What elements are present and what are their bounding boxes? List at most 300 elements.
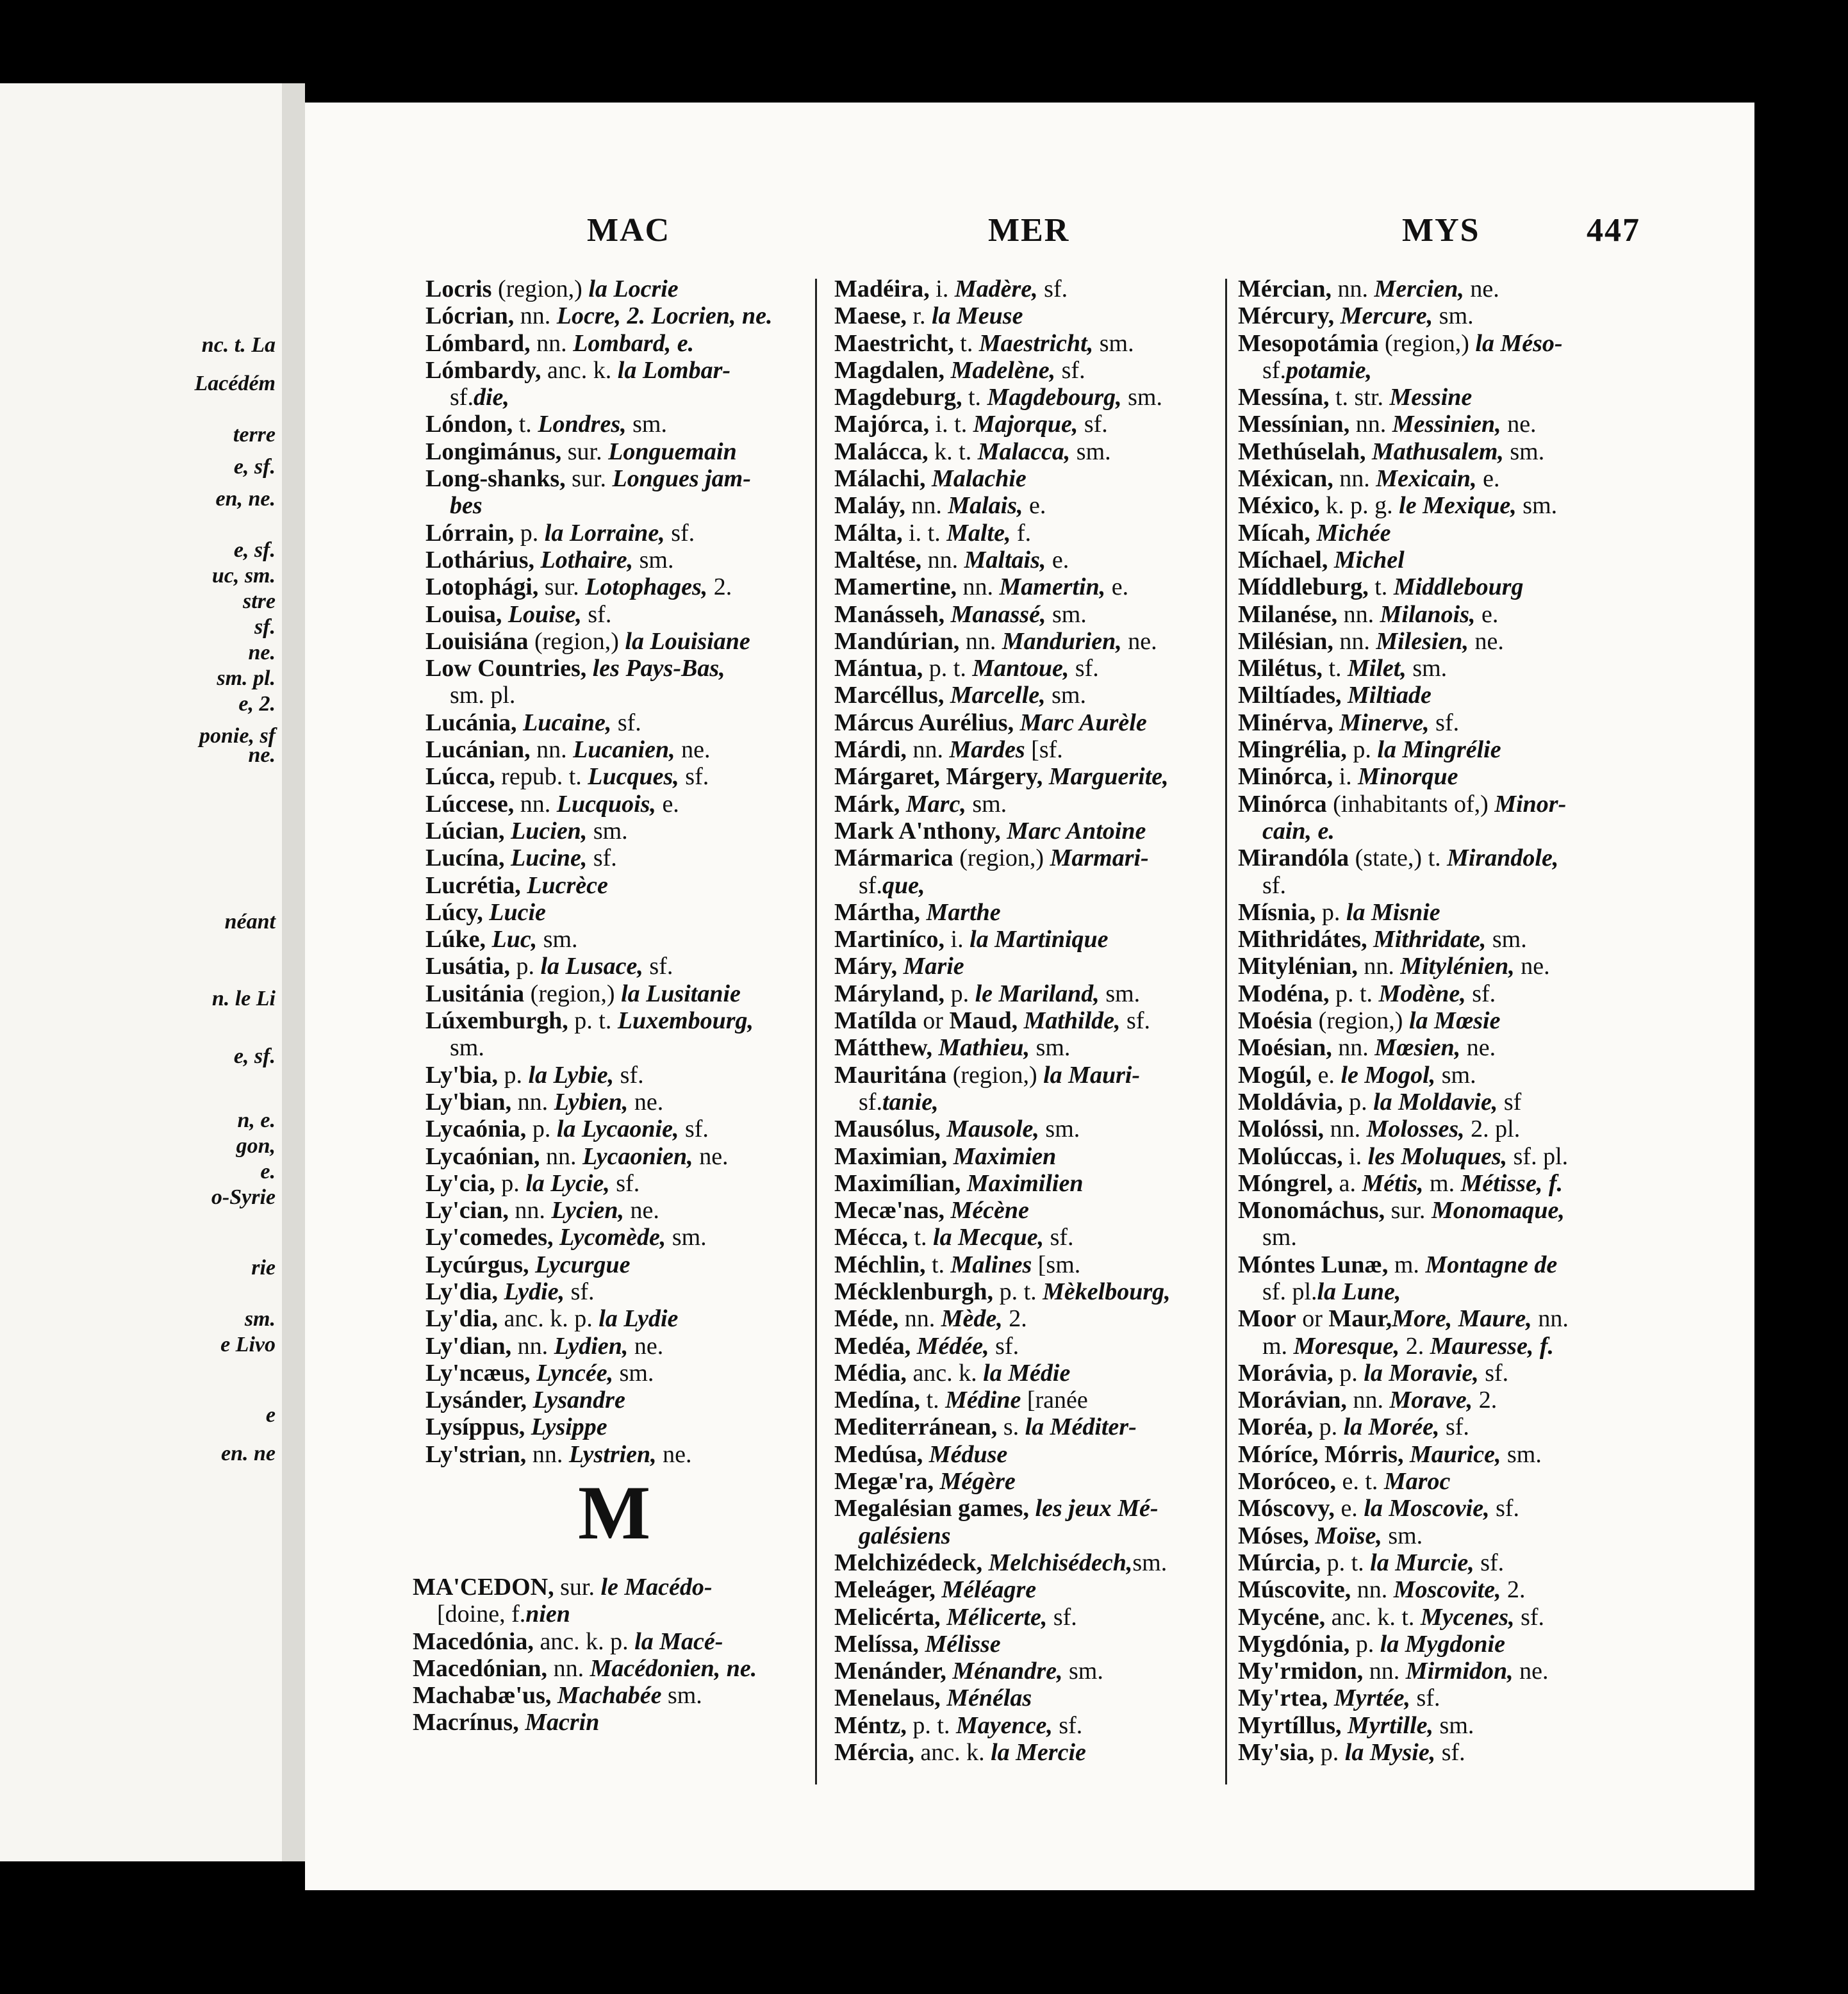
- dictionary-entry: [1238, 872, 1569, 899]
- grammar-note: sm.: [613, 1359, 654, 1387]
- french-equivalent: Morave,: [1389, 1387, 1473, 1414]
- headword: Lúcian,: [425, 817, 505, 845]
- headword: Ly'cian,: [425, 1197, 509, 1224]
- grammar-note: p.: [1346, 736, 1378, 764]
- grammar-note: sur.: [565, 465, 613, 493]
- grammar-note: [498, 1278, 504, 1305]
- grammar-note: nn.: [530, 329, 573, 357]
- headword: Longimánus,: [425, 438, 562, 465]
- french-equivalent: Milet,: [1348, 655, 1407, 682]
- headword: Mécca,: [834, 1224, 908, 1251]
- dictionary-entry: [834, 1495, 1171, 1522]
- grammar-note: sf.: [1047, 1603, 1077, 1631]
- headword: Mausólus,: [834, 1116, 941, 1143]
- grammar-note: p.: [1342, 1088, 1374, 1116]
- french-equivalent: Lyncée,: [536, 1359, 614, 1387]
- dictionary-entry: [425, 709, 772, 736]
- headword: Móntes Lunæ,: [1238, 1251, 1389, 1278]
- headword: Mísnia,: [1238, 898, 1316, 926]
- french-equivalent: Magdebourg,: [987, 384, 1122, 411]
- french-equivalent: Mathieu,: [938, 1034, 1030, 1062]
- headword: Mármarica: [834, 845, 953, 872]
- grammar-note: sm.: [537, 926, 578, 953]
- french-equivalent: le Macédo-: [600, 1574, 713, 1601]
- grammar-note: k. t.: [928, 438, 978, 465]
- french-equivalent: le Mariland,: [975, 980, 1100, 1007]
- grammar-note: sm.: [661, 1682, 702, 1710]
- dictionary-entry: [1238, 547, 1569, 573]
- french-equivalent: la Mysie,: [1344, 1739, 1436, 1767]
- french-equivalent: Mayence,: [955, 1711, 1053, 1739]
- headword: México,: [1238, 492, 1320, 520]
- grammar-note: sm.: [666, 1224, 707, 1251]
- grammar-note: ne.: [1464, 276, 1499, 302]
- french-equivalent: cain, e.: [1262, 817, 1335, 845]
- headword: My'sia,: [1238, 1739, 1315, 1767]
- french-equivalent: Mausole,: [946, 1116, 1039, 1143]
- left-page-fragment: terre: [233, 423, 276, 447]
- grammar-note: [900, 791, 906, 818]
- grammar-note: (region,): [953, 845, 1050, 872]
- french-equivalent: Mœsien,: [1374, 1034, 1461, 1062]
- grammar-note: sf.: [1055, 356, 1085, 384]
- grammar-note: sf.: [1514, 1603, 1545, 1631]
- french-equivalent: la Morée,: [1343, 1413, 1440, 1441]
- grammar-note: p.: [1314, 1739, 1345, 1767]
- dictionary-entry: [1238, 1631, 1569, 1658]
- left-page-fragment: e, 2.: [238, 692, 276, 716]
- french-equivalent: Milesien,: [1376, 627, 1469, 655]
- headword: Mesopotámia: [1238, 329, 1379, 357]
- grammar-note: nn.: [514, 302, 557, 330]
- headword: Medína,: [834, 1387, 921, 1414]
- dictionary-entry: [834, 411, 1171, 438]
- french-equivalent: Lucien,: [511, 817, 588, 845]
- headword: Morávian,: [1238, 1387, 1347, 1414]
- grammar-note: [932, 1034, 939, 1061]
- headword: Méntz,: [834, 1711, 907, 1739]
- grammar-note: ne.: [628, 1332, 664, 1360]
- grammar-note: ne.: [1121, 627, 1157, 655]
- french-equivalent: Mercien,: [1374, 276, 1464, 302]
- french-equivalent: More, Maure,: [1392, 1305, 1532, 1333]
- dictionary-entry: [425, 655, 772, 682]
- headword: Márdi,: [834, 736, 907, 764]
- grammar-note: [936, 1576, 942, 1603]
- headword: Milanése,: [1238, 600, 1338, 628]
- french-equivalent: Lystrien,: [568, 1440, 657, 1468]
- french-equivalent: Messinien,: [1392, 411, 1501, 438]
- headword: Minérva,: [1238, 709, 1333, 736]
- grammar-note: sf.: [614, 1061, 644, 1089]
- french-equivalent: Mardes: [949, 736, 1025, 764]
- grammar-note: ne.: [1460, 1034, 1496, 1062]
- french-equivalent: Mexicain,: [1376, 465, 1477, 493]
- headword: Mecæ'nas,: [834, 1197, 945, 1224]
- headword: Long-shanks,: [425, 465, 566, 493]
- grammar-note: [934, 1468, 940, 1495]
- headword: Lócrian,: [425, 302, 515, 330]
- french-equivalent: Ménélas: [946, 1685, 1032, 1712]
- headword: Macrínus,: [413, 1709, 519, 1736]
- headword: Mingrélia,: [1238, 736, 1347, 764]
- french-equivalent: Lycomède,: [559, 1224, 666, 1251]
- dictionary-entry: [834, 1224, 1171, 1251]
- headword: Maur,: [1328, 1305, 1392, 1333]
- french-equivalent: Lysandre: [532, 1387, 625, 1414]
- headword: Madéira,: [834, 276, 930, 302]
- headword: Majórca,: [834, 411, 930, 438]
- grammar-note: (state,) t.: [1349, 845, 1448, 872]
- grammar-note: sm.: [1099, 980, 1141, 1007]
- left-page: [0, 83, 282, 1861]
- grammar-note: sf.: [859, 871, 882, 899]
- dictionary-entry: [834, 682, 1171, 709]
- grammar-note: sf.: [1052, 1711, 1083, 1739]
- headword: Lúcy,: [425, 898, 483, 926]
- french-equivalent: Majorque,: [973, 411, 1078, 438]
- grammar-note: [923, 1441, 929, 1468]
- french-equivalent: Maltais,: [964, 546, 1046, 573]
- grammar-note: [586, 655, 593, 682]
- french-equivalent: Marmari-: [1050, 845, 1149, 872]
- grammar-note: nn.: [905, 492, 948, 520]
- french-equivalent: Lucanien,: [573, 736, 675, 764]
- grammar-note: ne.: [1501, 411, 1537, 438]
- dictionary-entry: [425, 1441, 772, 1468]
- headword: Louisa,: [425, 600, 502, 628]
- grammar-note: [944, 682, 950, 709]
- grammar-note: [961, 1170, 967, 1197]
- grammar-note: sm.: [587, 817, 628, 845]
- grammar-note: [1309, 1522, 1316, 1549]
- french-equivalent: la Lybie,: [528, 1061, 615, 1089]
- french-equivalent: Métisse, f.: [1460, 1169, 1563, 1197]
- grammar-note: ne.: [693, 1142, 729, 1170]
- french-equivalent: la Meuse: [931, 302, 1023, 330]
- french-equivalent: Métis,: [1362, 1169, 1424, 1197]
- grammar-note: p.: [1316, 898, 1346, 926]
- french-equivalent: Mécène: [950, 1197, 1029, 1224]
- grammar-note: p.: [1333, 1359, 1364, 1387]
- french-equivalent: Melchisédech,: [988, 1549, 1133, 1576]
- grammar-note: sm.: [1045, 682, 1086, 709]
- grammar-note: sm.: [1070, 438, 1111, 465]
- grammar-note: ne.: [1468, 627, 1504, 655]
- french-equivalent: la Mecque,: [933, 1224, 1044, 1251]
- headword: Morávia,: [1238, 1359, 1333, 1387]
- grammar-note: sf.: [1489, 1495, 1520, 1522]
- french-equivalent: le Mexique,: [1399, 492, 1517, 520]
- grammar-note: sf.: [1429, 709, 1460, 736]
- grammar-note: nn.: [514, 790, 557, 818]
- dictionary-entry: [834, 736, 1171, 763]
- grammar-note: sm.: [1062, 1658, 1103, 1685]
- french-equivalent: Maurice,: [1409, 1440, 1501, 1468]
- headword: Moróceo,: [1238, 1468, 1336, 1496]
- grammar-note: [1341, 1712, 1348, 1739]
- french-equivalent: Mandurien,: [1002, 627, 1122, 655]
- french-equivalent: Marc,: [905, 790, 966, 818]
- left-page-fragment: n. le Li: [211, 987, 276, 1010]
- dictionary-entry: [425, 384, 772, 411]
- dictionary-entry: [425, 628, 772, 655]
- grammar-note: t.: [1322, 655, 1348, 682]
- headword: Messína,: [1238, 384, 1330, 411]
- headword: Lysánder,: [425, 1387, 527, 1414]
- french-equivalent: Lotophages,: [585, 573, 708, 601]
- headword: Maese,: [834, 302, 907, 330]
- dictionary-entry: [425, 492, 772, 519]
- grammar-note: sf.: [450, 384, 474, 411]
- headword: Methúselah,: [1238, 438, 1366, 465]
- headword: Martiníco,: [834, 926, 945, 953]
- grammar-note: ne.: [623, 1197, 659, 1224]
- french-equivalent: Maroc: [1383, 1468, 1451, 1496]
- grammar-note: [946, 1658, 953, 1685]
- grammar-note: (region,): [528, 627, 625, 655]
- grammar-note: [1328, 547, 1334, 573]
- french-equivalent: Michée: [1316, 519, 1391, 547]
- grammar-note: nn.: [526, 1440, 569, 1468]
- headword: Modéna,: [1238, 980, 1330, 1007]
- french-equivalent: Macrin: [525, 1709, 600, 1736]
- dictionary-entry: [834, 655, 1171, 682]
- dictionary-entry: [834, 1360, 1171, 1387]
- french-equivalent: Middlebourg: [1393, 573, 1524, 601]
- dictionary-entry: [1238, 492, 1569, 519]
- dictionary-entry: [1238, 1034, 1569, 1061]
- grammar-note: 2. pl.: [1464, 1116, 1521, 1143]
- headword: Milétus,: [1238, 655, 1323, 682]
- dictionary-entry: [834, 330, 1171, 357]
- dictionary-entry: [1238, 1170, 1569, 1197]
- dictionary-entry: [1238, 1143, 1569, 1170]
- grammar-note: p. t.: [923, 655, 973, 682]
- grammar-note: nn.: [1331, 276, 1374, 302]
- dictionary-entry: [1238, 1089, 1569, 1116]
- grammar-note: sf.: [1465, 980, 1496, 1007]
- grammar-note: sm.: [1030, 1034, 1071, 1062]
- french-equivalent: les Pays-Bas,: [592, 655, 725, 682]
- french-equivalent: Malines: [950, 1251, 1032, 1278]
- french-equivalent: Modène,: [1378, 980, 1466, 1007]
- dictionary-entry: [425, 818, 772, 845]
- headword: Medéa,: [834, 1332, 911, 1360]
- grammar-note: i.: [1333, 763, 1358, 791]
- grammar-note: [483, 899, 490, 926]
- headword: Miltíades,: [1238, 682, 1342, 709]
- dictionary-entry: [1238, 1387, 1569, 1413]
- left-page-fragment: stre: [243, 589, 276, 613]
- grammar-note: [925, 465, 932, 492]
- grammar-note: nn.: [530, 736, 573, 764]
- grammar-note: 2.: [707, 573, 732, 601]
- grammar-note: anc. k. p.: [533, 1627, 635, 1655]
- headword: Monomáchus,: [1238, 1197, 1385, 1224]
- dictionary-entry: [1238, 1495, 1569, 1522]
- dictionary-entry: [425, 1197, 772, 1224]
- french-equivalent: Molosses,: [1366, 1116, 1465, 1143]
- dictionary-entry: [834, 818, 1171, 845]
- dictionary-entry: [425, 330, 772, 357]
- grammar-note: anc. k.: [914, 1739, 991, 1767]
- grammar-note: nn.: [1324, 1116, 1367, 1143]
- grammar-note: nn.: [1351, 1576, 1394, 1604]
- headword: Moor: [1238, 1305, 1296, 1333]
- grammar-note: [531, 1360, 537, 1387]
- grammar-note: sm.: [1121, 384, 1162, 411]
- french-equivalent: Miltiade: [1347, 682, 1431, 709]
- dictionary-entry: [834, 1089, 1171, 1116]
- french-equivalent: Mirandole,: [1447, 845, 1559, 872]
- grammar-note: k. p. g.: [1319, 492, 1399, 520]
- grammar-note: p.: [509, 953, 541, 980]
- dictionary-entry: [834, 1007, 1171, 1034]
- dictionary-entry: [834, 1712, 1171, 1739]
- french-equivalent: Madère,: [954, 276, 1038, 302]
- headword: Locris: [425, 276, 492, 302]
- french-equivalent: Manassé,: [950, 600, 1046, 628]
- grammar-note: sf.: [859, 1088, 882, 1116]
- headword: Mátthew,: [834, 1034, 933, 1062]
- grammar-note: [920, 899, 927, 926]
- french-equivalent: Lybien,: [554, 1088, 629, 1116]
- dictionary-entry: [1238, 791, 1569, 818]
- french-equivalent: Moïse,: [1315, 1522, 1382, 1549]
- dictionary-entry: [834, 1413, 1171, 1440]
- french-equivalent: galésiens: [859, 1522, 951, 1549]
- column-rule: [1225, 279, 1227, 1784]
- dictionary-entry: [1238, 845, 1569, 871]
- headword: Lucrétia,: [425, 871, 521, 899]
- headword: Messínian,: [1238, 411, 1350, 438]
- french-equivalent: la Médie: [983, 1359, 1071, 1387]
- dictionary-entry: [834, 547, 1171, 573]
- grammar-note: sf.: [1478, 1359, 1509, 1387]
- headword: Lúxemburgh,: [425, 1007, 568, 1035]
- grammar-note: sur.: [1385, 1197, 1431, 1224]
- left-page-fragment: néant: [224, 910, 276, 934]
- french-equivalent: la Mauri-: [1043, 1061, 1141, 1089]
- grammar-note: [941, 1604, 947, 1631]
- headword: Mycéne,: [1238, 1603, 1326, 1631]
- grammar-note: p.: [514, 519, 545, 547]
- dictionary-entry: [425, 302, 772, 329]
- headword: Mántua,: [834, 655, 923, 682]
- left-page-fragment: e Livo: [220, 1333, 276, 1356]
- dictionary-entry: [425, 465, 772, 492]
- grammar-note: [527, 1387, 533, 1413]
- headword: Minórca: [1238, 790, 1327, 818]
- grammar-note: anc. k.: [906, 1359, 984, 1387]
- section-letter: M: [578, 1470, 651, 1555]
- dictionary-entry: [1238, 1116, 1569, 1142]
- grammar-note: t.: [953, 329, 979, 357]
- dictionary-entry: [1238, 1739, 1569, 1766]
- dictionary-entry: [1238, 1413, 1569, 1440]
- headword: Mogúl,: [1238, 1061, 1312, 1089]
- running-header-left: MAC: [587, 212, 671, 249]
- headword: Maltése,: [834, 546, 922, 573]
- headword: Machabæ'us,: [413, 1682, 552, 1710]
- dictionary-entry: [425, 736, 772, 763]
- grammar-note: [525, 1413, 531, 1440]
- dictionary-entry: [413, 1601, 757, 1627]
- dictionary-entry: [834, 438, 1171, 465]
- headword: Lórrain,: [425, 519, 515, 547]
- french-equivalent: la Murcie,: [1370, 1549, 1474, 1576]
- headword: Mygdónia,: [1238, 1630, 1350, 1658]
- french-equivalent: Lucrèce: [527, 871, 608, 899]
- grammar-note: [502, 601, 508, 628]
- grammar-note: r.: [906, 302, 932, 330]
- dictionary-entry: [834, 899, 1171, 926]
- grammar-note: [505, 818, 511, 845]
- french-equivalent: la Lune,: [1317, 1278, 1401, 1305]
- grammar-note: sm.: [1503, 438, 1545, 465]
- grammar-note: sf.: [1435, 1739, 1465, 1767]
- grammar-note: sf.: [643, 953, 673, 980]
- grammar-note: e.: [1105, 573, 1129, 601]
- dictionary-entry: [425, 276, 772, 302]
- headword: Lucánian,: [425, 736, 531, 764]
- french-equivalent: Mercure,: [1340, 302, 1433, 330]
- grammar-note: anc. k.: [541, 356, 618, 384]
- grammar-note: [1333, 709, 1340, 736]
- dictionary-entry: [834, 601, 1171, 628]
- grammar-note: 2.: [1501, 1576, 1526, 1604]
- headword: My'rtea,: [1238, 1685, 1328, 1712]
- french-equivalent: Luc,: [491, 926, 538, 953]
- french-equivalent: Lycaonien,: [582, 1142, 693, 1170]
- grammar-note: [911, 1333, 917, 1360]
- french-equivalent: Lucie: [489, 898, 546, 926]
- dictionary-entry: [1238, 736, 1569, 763]
- grammar-note: e.: [1334, 1495, 1364, 1522]
- french-equivalent: Mèkelbourg,: [1043, 1278, 1171, 1305]
- headword: Mediterránean,: [834, 1413, 998, 1441]
- grammar-note: p.: [498, 1061, 529, 1089]
- french-equivalent: Macédonien, ne.: [590, 1654, 757, 1682]
- grammar-note: sm.: [1406, 655, 1448, 682]
- grammar-note: sf.: [664, 519, 695, 547]
- dictionary-entry: [834, 709, 1171, 736]
- headword: Ly'dian,: [425, 1332, 512, 1360]
- french-equivalent: Lucquois,: [556, 790, 656, 818]
- headword: Lúke,: [425, 926, 486, 953]
- grammar-note: sf.: [1262, 356, 1286, 384]
- dictionary-entry: [834, 1576, 1171, 1603]
- dictionary-entry: [834, 872, 1171, 899]
- headword: Máry,: [834, 953, 898, 980]
- dictionary-entry: [425, 791, 772, 818]
- french-equivalent: Marc Antoine: [1007, 817, 1146, 845]
- headword: Málachi,: [834, 465, 926, 493]
- grammar-note: nn.: [1363, 1658, 1406, 1685]
- french-equivalent: Méduse: [928, 1440, 1008, 1468]
- left-page-fragment: Lacédém: [194, 372, 276, 395]
- french-equivalent: Mantoue,: [972, 655, 1069, 682]
- headword: Moésian,: [1238, 1034, 1332, 1062]
- headword: Mark A'nthony,: [834, 817, 1001, 845]
- left-page-fragment: e, sf.: [233, 455, 276, 479]
- left-page-fragment: e, sf.: [233, 538, 276, 562]
- headword: Ly'dia,: [425, 1305, 498, 1333]
- french-equivalent: Lucaine,: [523, 709, 612, 736]
- french-equivalent: la Macé-: [634, 1627, 723, 1655]
- left-page-fragment: ne.: [248, 641, 276, 664]
